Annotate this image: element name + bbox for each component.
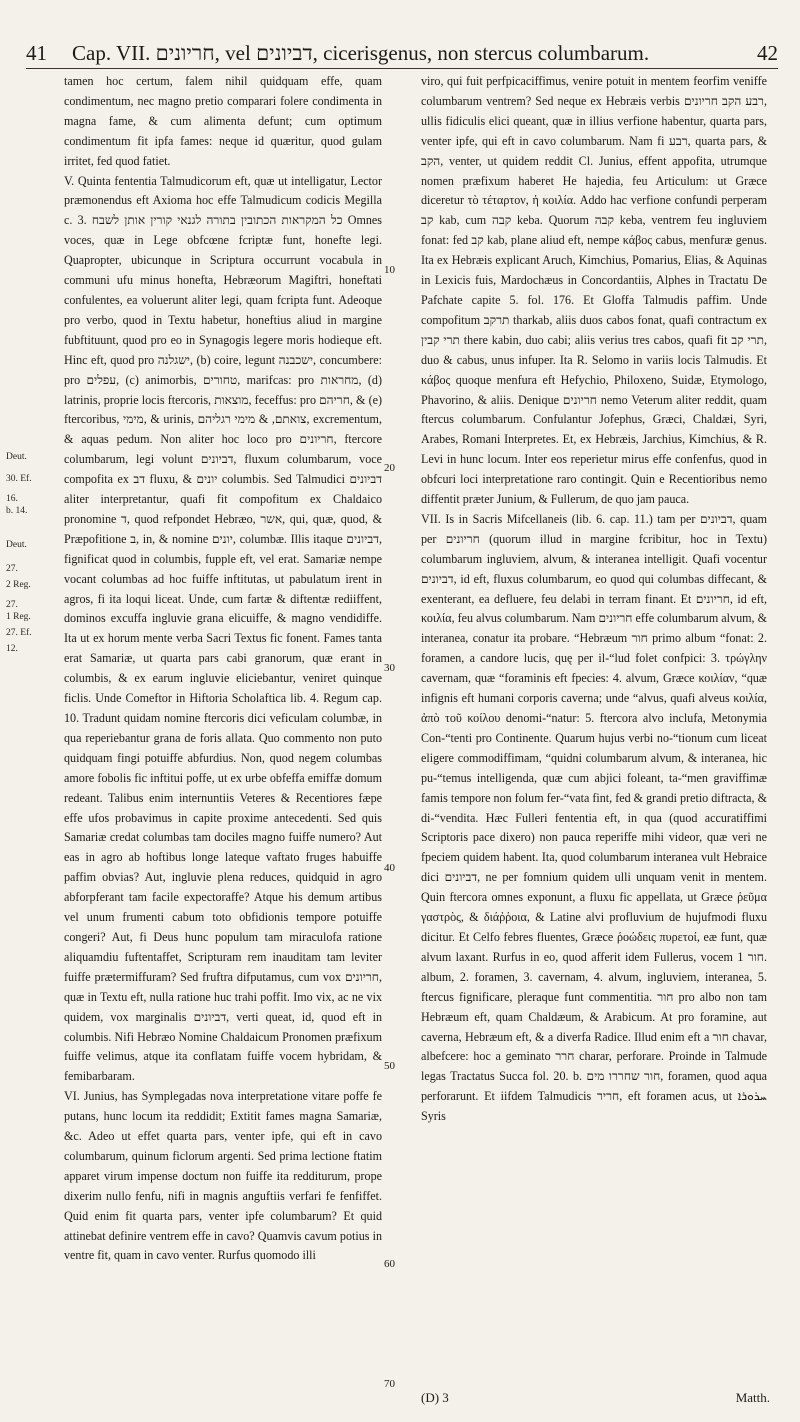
margin-note: 27.	[6, 600, 18, 610]
running-title: Cap. VII. חריונים, vel דביונים, cicerisgenus, non stercus columbarum.	[72, 41, 650, 65]
signature-mark: (D) 3	[421, 1390, 449, 1405]
paragraph: V. Quinta fententia Talmudicorum eft, quæ ut intelligatur, Lector præmonendus eft Axioma hoc effe Talmudicum codicis Megilla c. 3. כל המקראות הכתובין בתורה לגנאי קורין אותן לשבח Omnes voces, quæ in Lege obfcœne fcriptæ funt, honefte legi. Quapropter, ubicunque in Scriptura occurrunt vocabula in communi ufu minus honefta, Hebræorum Magiftri, honeftati confulentes, ea voluerunt aliter legi, quam fcripta funt. Adeoque pro verbo, quod in Textu habetur, honeftius aliud in margine fubftituunt, quod pro eo in Synagogis legere moris hodieque eft. Hinc eft, quod pro ישגלנה, (b) coire, legunt ישכבנה, concumbere: pro עפלים, (c) animorbis, טחורים, marifcas: pro מחראות, (d) latrinis, proprie locis ftercoris, מוצאות, feceffus: pro חריהם, & (e) ftercoribus, מימי, & urinis, צואתם, & מימי רגליהם, excrementum, & aquas pedum. Non aliter hoc loco pro חריונים, ftercore columbarum, legi volunt דביונים, fluxum columbarum, voce compofita ex דב fluxu, & יונים columbis. Sed Talmudici דביונים aliter interpretantur, quafi fit compofitum ex Chaldaico pronomine ד, quod refpondet Hebræo, אשר, qui, quæ, quod, & Præpofitione ב, in, & nomine יונים, columbæ. Illis itaque דביונים, fignificat quod in columbis, fupple eft, vel erat. Samariæ nempe vocant columbas ad hoc fuiffe inftitutas, ut pabulatum irent in agros, fi ita loqui liceat. Unde, cum fartæ & diftentæ rediiffent, dominos excuffa ingluvie grana elicuiffe, & magno vendidiffe. Ita ut ex horum mente verba Sacri Textus fic fonent. Fames tanta erat Samariæ, ut quarta pars cabi granorum, quæ erant in columbis, & ex earum ingluvie eliciebantur, veniret quinque ficlis. Unde Comeftor in Hiftoria Scholaftica lib. 4. Regum cap. 10. Tradunt quidam nomine ftercoris dici veficulam columbæ, in qua reperiebantur grana de foris allata. Quo commento non puto quidquam fingi potuiffe abfurdius. Non, quod negem columbas amore fobolis fic inftitui poffe, ut ex urbe obfeffa emiffæ domum redeant. Talibus enim internuntiis Veteres & Recentiores fæpe effe ufos probavimus in capite proxime antecedenti. Sed quis Samariæ credat columbas tam dociles magno fuiffe numero? Aut eas in agro ab hoftibus longe lateque vaftato fruges habuiffe paffim obvias? Aut, ingluvie plena reduces, quidquid in agro abforpferant tam facile expectoraffe? Atque his demum artibus vel unum frumenti cabum toto obfidionis tempore potuiffe congeri? Aut, fi Deus hunc populum tam miraculofa ratione aliquamdiu fuftentaffet, Scripturam rem inauditam tam leviter fuiffe prætermiffuram? Sed fruftra difputamus, cum vox חריונים, quæ in Textu eft, nulla ratione huc trahi poffit. Imo vix, ac ne vix quidem, vox marginalis דביונים, verti queat, id, quod eft in columbis. Nifi Hebræo Nomine Chaldaicum Pronomen præfixum fuiffe velimus, atque ita conflatam fuiffe vocem hybridam, & femibarbaram.	[64, 173, 383, 1084]
running-header	[26, 34, 778, 70]
paragraph: viro, qui fuit perfpicaciffimus, venire potuit in mentem feorfim veniffe columbarum ventrem? Sed neque ex Hebræis verbis רבע הקב חריונים, ullis fidiculis elici queant, quæ in illius verfione habentur, quarta pars, venter ipfe, qui eft in cavo columbarum. Nam fi רבע, quarta pars, & הקב, venter, ut quidem reddit Cl. Junius, effent appofita, utrumque nomen præfixum haberet He hajedia, feu Articulum: ut Græce diceretur τὸ τέταρτον, ἡ κοιλία. Addo hac verfione confundi perperam קב kab, cum קבה keba. Quorum קבה keba, ventrem feu ingluviem fonat: fed קב kab, plane aliud eft, nempe κάβος cabus, menfuræ genus. Ita ex Hebræis explicant Aruch, Kimchius, Pomarius, Elias, & Aquinas in Lexicis fuis, Mardochæus in Concordantiis, Alphes in Tractatu De Pafchate capite 5. fol. 176. Et Gloffa Talmudis paffim. Unde compofitum תרקב tharkab, aliis duos cabos fonat, quafi contractum ex תרי קבין there kabin, duo cabi; aliis verius tres cabos, quafi fit תרי קב, duo & cabus, unus infuper. Ita R. Selomo in variis locis Talmudis. Et κάβος quoque menfura eft Hefychio, Philoxeno, Suidæ, Etymologo, Phavorino, & aliis. Denique חריונים nemo Veterum aliter reddit, quam ftercus columbarum. Confulantur Jofephus, Græci, Chaldæi, Syri, Arabes, Romani Interpretes. Et, ex Hebræis, Jarchius, Kimchius, & R. Levi in hunc locum. Inter eos reperietur mirus effe confenfus, quod in obfcuri loci interpretatione raro contingit. Quin e Recentioribus nemo diffentit præter Junium, & Fullerum, de quo jam pauca.	[421, 74, 768, 507]
margin-note: 12.	[6, 644, 18, 654]
margin-note: 2 Reg.	[6, 580, 31, 590]
page-footer	[421, 1390, 770, 1406]
right-page-number: 42	[757, 41, 778, 65]
margin-note: 27.	[6, 564, 18, 574]
margin-note: b. 14.	[6, 506, 28, 516]
right-column	[421, 72, 767, 1127]
margin-note: 16.	[6, 494, 18, 504]
header-rule	[26, 68, 778, 69]
margin-note: 30. Ef.	[6, 474, 32, 484]
catchword: Matth.	[735, 1390, 770, 1405]
line-number: 20	[384, 462, 395, 474]
margin-note: 1 Reg.	[6, 612, 31, 622]
paragraph: VI. Junius, has Symplegadas nova interpretatione vitare poffe fe putans, hunc locum ita reddidit; Extitit fames magna Samariæ, &c. Adeo ut effet quarta pars, venter ipfe, qui eft in cavo columbarum, quinum ficlorum argenti. Sed prima lectione ftatim apparet virum impense doctum non fuiffe ita redditurum, prope dixerim nullo fenfu, nifi in magnis anguftiis verfari fe fenfiffet. Quid enim fit quarta pars, venter ipfe columbarum? Et quid attinebat definire ventrem effe in cavo? Quamvis cavum potius in ventre fit, quam in cavo venter. Rurfus quomodo illi	[64, 1089, 382, 1263]
line-number: 70	[384, 1378, 395, 1390]
left-column	[64, 72, 382, 1266]
margin-note: 27. Ef.	[6, 628, 32, 638]
page-number: 41	[26, 41, 47, 65]
line-number: 50	[384, 1060, 395, 1072]
paragraph: VII. Is in Sacris Mifcellaneis (lib. 6. cap. 11.) tam per דביונים, quam per חריונים (quorum illud in margine fcribitur, hoc in Textu) columbarum ingluviem, alvum, & interanea intelligit. Quafi vocentur דביונים, id eft, fluxus columbarum, eo quod qui columbas diffecant, & exenterant, ea defluere, feu delabi in terram finant. Et חריונים, id eft, κοιλία, feu alvus columbarum. Nam חריונים effe columbarum alvum, & interanea, conatur ita probare. “Hebræum חור primo album “fonat: 2. foramen, a candore lucis, quę per il-“lud folet confpici: 3. τρώγλην cavernam, quæ “foraminis eft fpecies: 4. alvum, Græce κοιλίαν, “quæ infignis eft humani corporis caverna; unde “alvus, quafi alveus κοιλία, ἀπὸ τοῦ κοίλου denomi-“natur: 5. ftercora alvo inclufa, Metonymia Con-“tenti pro Continente. Quarum hujus verbi no-“tionum cum liceat eligere commodiffimam, “quidni columbarum alvum, & interanea, hic pu-“temus intelligenda, quæ cum abjici foleant, ta-“men graviffimæ famis tempore non folum fer-“vata fint, fed & grandi pretio diftracta, & di-“vendita. Hæc Fulleri fententia eft, in qua (quod accuratiffimi Scriptoris pace dixero) non pauca reperiffe mihi videor, quæ veri ne fpeciem quidem habent. Ita, quod columbarum interanea vult Hebraice dici דביונים, ne per fomnium quidem ulli unquam venit in mentem. Quin ftercora omnes exponunt, a fluxu fic appellata, ut Græce ῥεῦμα γαστρὸς, & διάῤῥοια, & Latine alvi profluvium de hujufmodi fluxu dicitur. Et Celfo febres fluentes, Græce ῥοώδεις πυρετοί, eæ funt, quæ alvum laxant. Rurfus in eo, quod afferit idem Fullerus, vocem חור 1. album, 2. foramen, 3. cavernam, 4. alvum, ingluviem, interanea, 5. ftercus fignificare, pleraque funt commentitia. חור pro albo non tam Hebræum eft, quam Chaldæum, & Arabicum. At pro foramine, aut caverna, Hebræum eft, & a diverfa Radice. Illud enim eft a חור chavar, albefcere: hoc a geminato חרר charar, perforare. Proinde in Talmude legas Tractatus Succa fol. 20. b. חור שחררו מים, foramen, quod aqua perforarunt. Et iifdem Talmudicis חריר, eft foramen acus, ut ܚܪܘܪܐ Syris	[421, 511, 768, 1124]
line-number: 30	[384, 662, 395, 674]
margin-note: Deut.	[6, 452, 27, 462]
line-number: 10	[384, 264, 395, 276]
line-number: 40	[384, 862, 395, 874]
paragraph: tamen hoc certum, falem nihil quidquam effe, quam condimentum, nec magno pretio comparari folere condimenta in magna fame, & cum alimenta defunt; cum optimum condimentum fit ipfa fames: neque id quæritur, quod gulam irritet, fed quod fatiet.	[64, 74, 382, 168]
margin-note: Deut.	[6, 540, 27, 550]
line-number: 60	[384, 1258, 395, 1270]
